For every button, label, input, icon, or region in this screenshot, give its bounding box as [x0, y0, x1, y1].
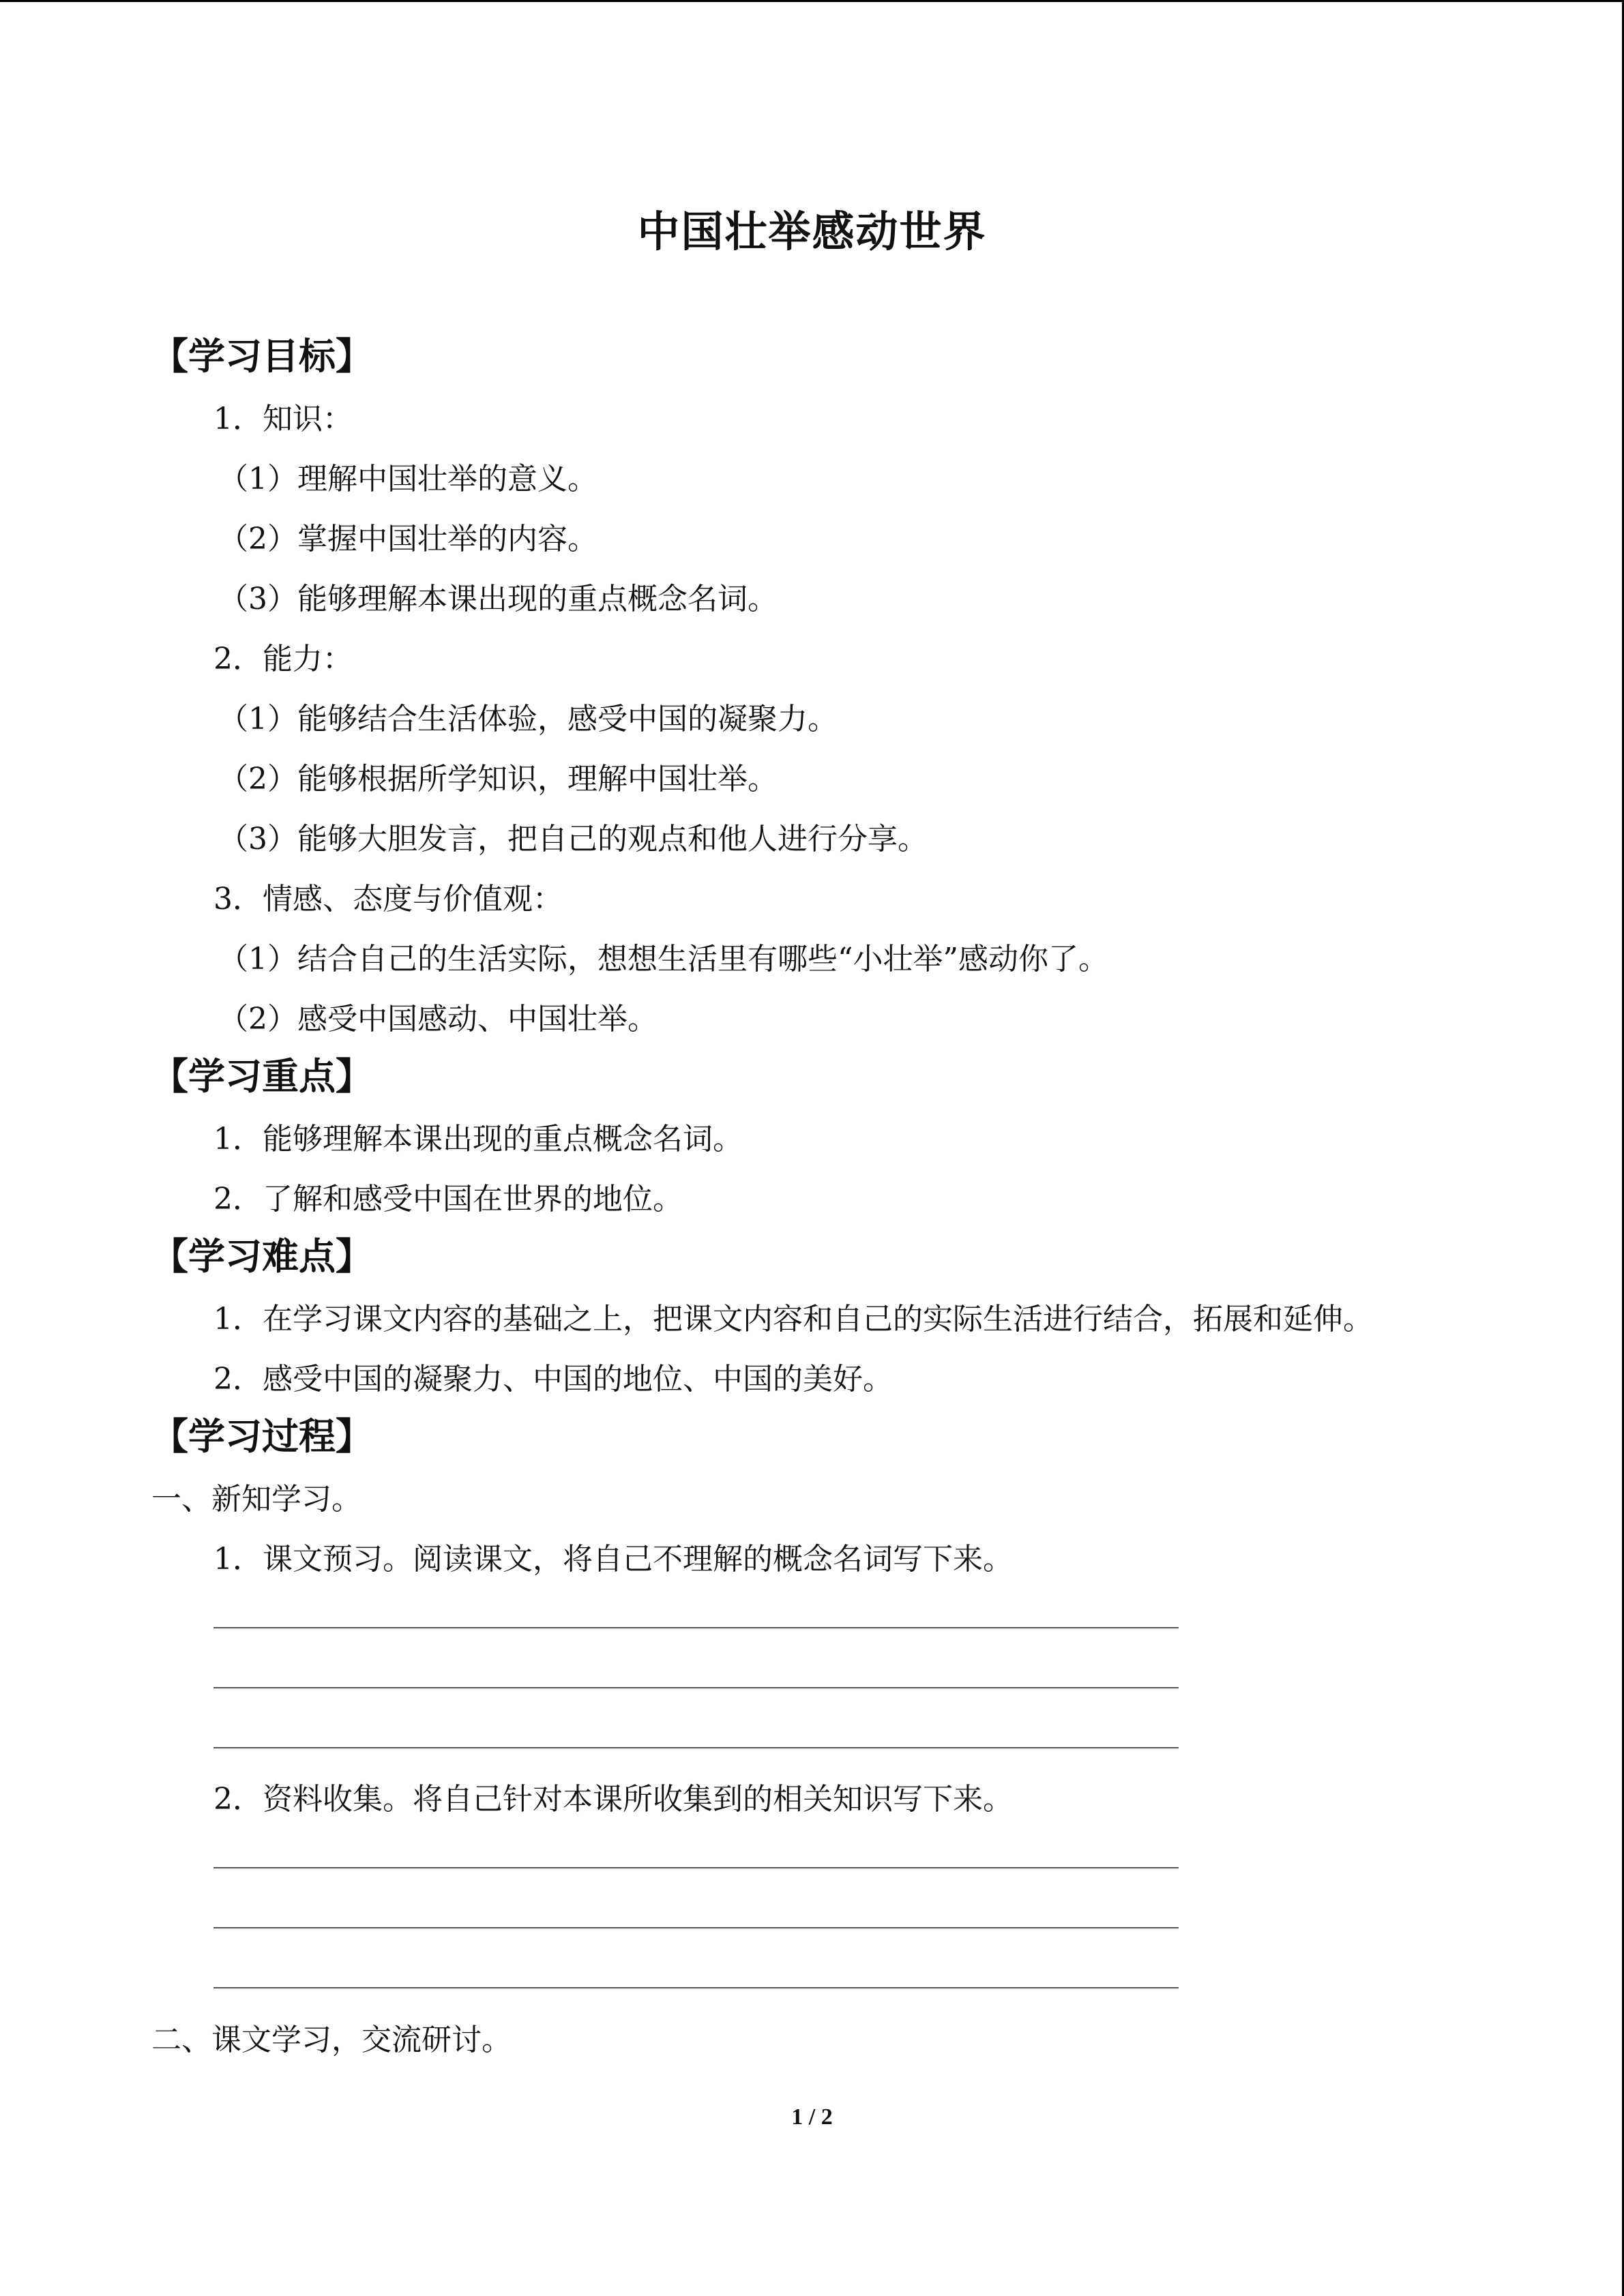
- objective-ability-item: （3）能够大胆发言，把自己的观点和他人进行分享。: [218, 822, 928, 856]
- key-point-item: 1．能够理解本课出现的重点概念名词。: [213, 1122, 743, 1157]
- document-title: 中国壮举感动世界: [637, 207, 987, 256]
- objective-knowledge-item: （1）理解中国壮举的意义。: [218, 462, 597, 496]
- objective-ability-item: （1）能够结合生活体验，感受中国的凝聚力。: [218, 702, 838, 736]
- answer-line[interactable]: [213, 1927, 1179, 1928]
- objective-ability-item: （2）能够根据所学知识，理解中国壮举。: [218, 762, 778, 796]
- page-border-top: [0, 0, 1624, 2]
- answer-line[interactable]: [213, 1747, 1179, 1748]
- heading-difficulties: 【学习难点】: [151, 1235, 372, 1278]
- objective-emotion-label: 3．情感、态度与价值观：: [213, 882, 563, 916]
- heading-key-points: 【学习重点】: [151, 1055, 372, 1098]
- objective-emotion-item: （1）结合自己的生活实际，想想生活里有哪些“小壮举”感动你了。: [218, 942, 1108, 976]
- objective-ability-label: 2．能力：: [213, 642, 353, 676]
- page-number: 1 / 2: [791, 2104, 833, 2130]
- heading-process: 【学习过程】: [151, 1415, 372, 1458]
- heading-objectives: 【学习目标】: [151, 335, 372, 378]
- process-part1-label: 一、新知学习。: [151, 1482, 361, 1517]
- objective-knowledge-item: （2）掌握中国壮举的内容。: [218, 522, 597, 556]
- difficulty-item: 2．感受中国的凝聚力、中国的地位、中国的美好。: [213, 1362, 893, 1397]
- answer-line[interactable]: [213, 1987, 1179, 1988]
- answer-line[interactable]: [213, 1687, 1179, 1688]
- objective-emotion-item: （2）感受中国感动、中国壮举。: [218, 1002, 658, 1037]
- process-part2-label: 二、课文学习，交流研讨。: [151, 2023, 512, 2057]
- process-task1: 1．课文预习。阅读课文，将自己不理解的概念名词写下来。: [213, 1542, 1013, 1577]
- answer-line[interactable]: [213, 1627, 1179, 1628]
- process-task2: 2．资料收集。将自己针对本课所收集到的相关知识写下来。: [213, 1782, 1013, 1817]
- answer-line[interactable]: [213, 1867, 1179, 1868]
- objective-knowledge-label: 1．知识：: [213, 402, 353, 436]
- difficulty-item: 1．在学习课文内容的基础之上，把课文内容和自己的实际生活进行结合，拓展和延伸。: [213, 1302, 1373, 1337]
- key-point-item: 2．了解和感受中国在世界的地位。: [213, 1182, 683, 1217]
- objective-knowledge-item: （3）能够理解本课出现的重点概念名词。: [218, 582, 778, 616]
